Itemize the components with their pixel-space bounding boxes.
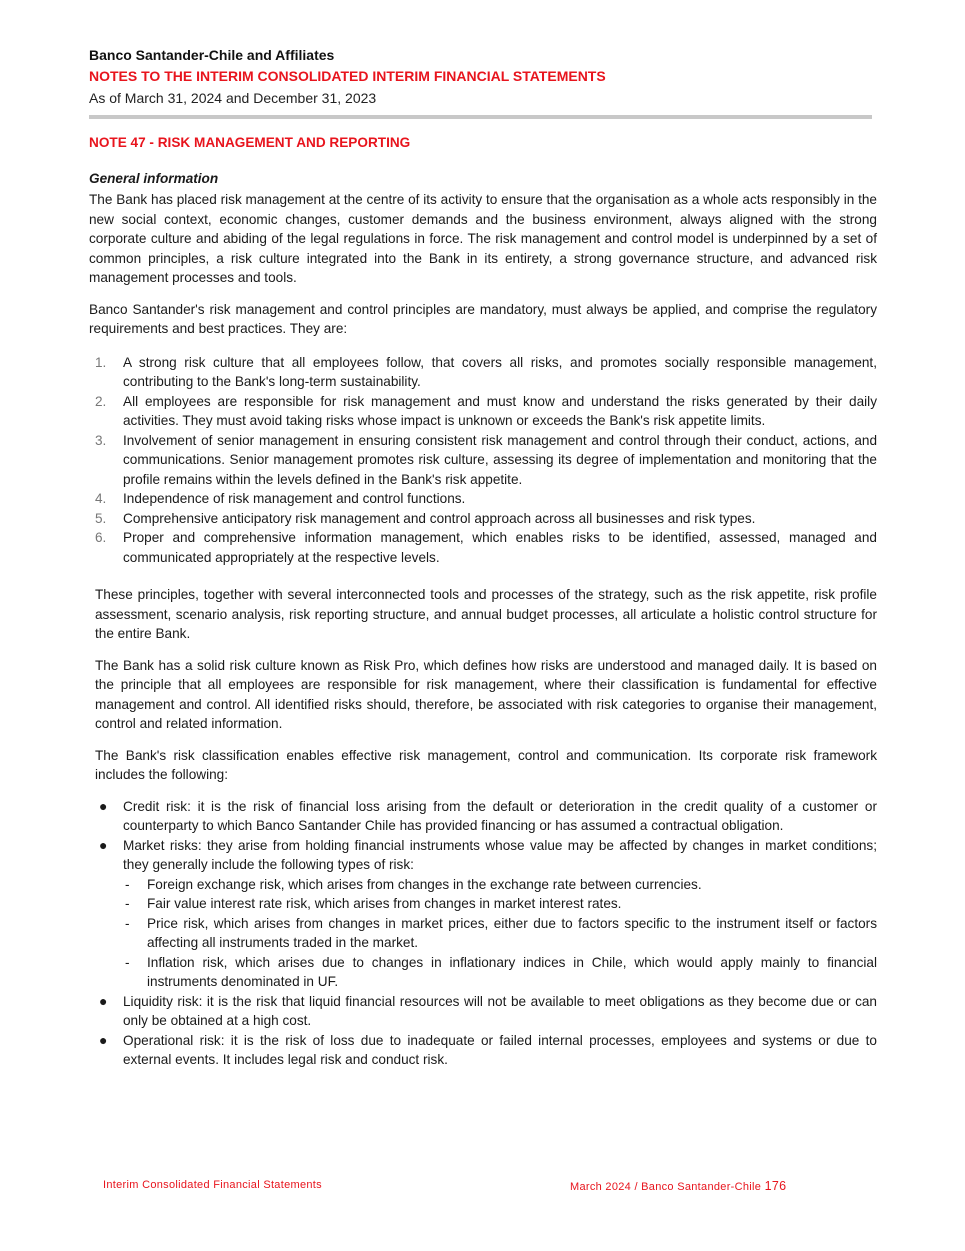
paragraph-risk-culture: The Bank has a solid risk culture known as Risk Pro, which defines how risks are understood and managed daily. It is based on the principle that all employees are responsible for risk management, where their classification is fundamental for effective management and control. All identified risks should, therefore, be associated with risk categories to organise their management, control and related information. bbox=[95, 657, 877, 731]
principles-list bbox=[89, 353, 877, 568]
paragraph-risk-classification: The Bank's risk classification enables effective risk management, control and communication. Its corporate risk framework includes the following: bbox=[95, 747, 877, 782]
dash-icon: - bbox=[125, 954, 130, 970]
paragraph-intro: The Bank has placed risk management at the centre of its activity to ensure that the organisation as a whole acts responsibly in the new social context, economic changes, customer demands and the business environment, always aligned with the strong corporate culture and abiding of the legal regulations in force. The risk management and control model is underpinned by a set of common principles, a risk culture integrated into the Bank in its entirety, a strong governance structure, and advanced risk management processes and tools. bbox=[89, 192, 877, 285]
list-item bbox=[89, 509, 877, 529]
list-number: 2. bbox=[95, 393, 107, 409]
list-item-text: Involvement of senior management in ensuring consistent risk management and control through their conduct, actions, and communications. Senior management promotes risk culture, assessing its degree of implementation and monitoring that the profile remains within the levels defined in the Bank's risk appetite. bbox=[123, 432, 877, 487]
bullet-icon: ● bbox=[99, 797, 108, 814]
list-item-credit-risk: ● Credit risk: it is the risk of financial loss arising from the default or deterioration in the credit quality of a customer or counterparty to which Banco Santander Chile has provided financing or has assumed a contractual obligation. bbox=[99, 797, 877, 833]
list-item-text: All employees are responsible for risk management and must know and understand the risks generated by their daily activities. They must avoid taking risks whose impact is unknown or exceeds the Bank's risk appetite limits. bbox=[123, 393, 877, 428]
list-item-text: A strong risk culture that all employees follow, that covers all risks, and promotes socially responsible management, contributing to the Bank's long-term sustainability. bbox=[123, 354, 877, 389]
risk-types-list bbox=[89, 797, 877, 1070]
list-item-text: Independence of risk management and control functions. bbox=[123, 491, 466, 506]
list-number: 6. bbox=[95, 530, 107, 545]
list-item-market-risk: ● Market risks: they arise from holding financial instruments whose value may be affected by changes in market conditions; they generally include the following types of risk: - Foreign exchange risk, which arises from changes in the exchange rate between currencies. - Fair value interest rate risk, which arises from changes in market interest rates. - Price risk, which arises from changes in market prices, either due to factors specific to the instrument itself or factors affecting all instruments traded in the market. - Inflation risk, which arises due to changes in inflationary indices in Chile, which would apply mainly to financial instruments denominated in UF. bbox=[89, 836, 877, 992]
list-item-text: Proper and comprehensive information management, which enables risks to be identified, assessed, managed and communicated appropriately at the respective levels. bbox=[123, 530, 877, 565]
dash-icon: - bbox=[125, 896, 130, 911]
list-number: 1. bbox=[95, 354, 107, 370]
header-divider bbox=[89, 115, 872, 119]
list-item bbox=[89, 392, 877, 431]
page-number: 176 bbox=[764, 1179, 787, 1193]
reporting-period: As of March 31, 2024 and December 31, 2023 bbox=[89, 90, 377, 106]
list-item: - Price risk, which arises from changes in market prices, either due to factors specific to the instrument itself or factors affecting all instruments traded in the market. bbox=[125, 915, 877, 950]
dash-icon: - bbox=[125, 915, 130, 931]
list-item bbox=[89, 353, 877, 392]
bullet-icon: ● bbox=[99, 1031, 108, 1048]
bullet-icon: ● bbox=[99, 992, 108, 1009]
paragraph-principles-intro: Banco Santander's risk management and control principles are mandatory, must always be applied, and comprise the regulatory requirements and best practices. They are: bbox=[89, 301, 877, 336]
list-item bbox=[89, 489, 877, 509]
list-item-operational-risk: ● Operational risk: it is the risk of loss due to inadequate or failed internal processes, employees and systems or due to external events. It includes legal risk and conduct risk. bbox=[99, 1031, 877, 1067]
dash-icon: - bbox=[125, 876, 130, 892]
list-number: 4. bbox=[95, 491, 107, 506]
list-item: - Inflation risk, which arises due to changes in inflationary indices in Chile, which would apply mainly to financial instruments denominated in UF. bbox=[125, 954, 877, 989]
note-title: NOTE 47 - RISK MANAGEMENT AND REPORTING bbox=[89, 135, 411, 150]
market-risk-sublist bbox=[123, 875, 877, 992]
list-item bbox=[89, 431, 877, 490]
list-item bbox=[89, 528, 877, 567]
list-item: - Fair value interest rate risk, which arises from changes in market interest rates. bbox=[123, 894, 877, 914]
section-subheading: General information bbox=[89, 170, 219, 186]
footer-left: Interim Consolidated Financial Statements bbox=[103, 1179, 322, 1191]
paragraph-holistic-control: These principles, together with several interconnected tools and processes of the strategy, such as the risk appetite, risk profile assessment, scenario analysis, risk reporting structure, and annual budget processes, all articulate a holistic control structure for the entire Bank. bbox=[95, 587, 877, 641]
note-content bbox=[89, 133, 877, 1070]
footer-right-text: March 2024 / Banco Santander-Chile bbox=[570, 1181, 762, 1193]
list-number: 5. bbox=[95, 510, 107, 526]
page-header bbox=[89, 45, 872, 119]
footer-right bbox=[570, 1179, 786, 1193]
list-number: 3. bbox=[95, 432, 107, 448]
company-name: Banco Santander-Chile and Affiliates bbox=[89, 47, 335, 63]
list-item-liquidity-risk: ● Liquidity risk: it is the risk that liquid financial resources will not be available to meet obligations as they become due or can only be obtained at a high cost. bbox=[99, 992, 877, 1028]
list-item: - Foreign exchange risk, which arises from changes in the exchange rate between currencies. bbox=[123, 875, 877, 895]
bullet-icon: ● bbox=[99, 836, 108, 853]
list-item-text: Comprehensive anticipatory risk management and control approach across all businesses and risk types. bbox=[123, 510, 756, 526]
notes-title: NOTES TO THE INTERIM CONSOLIDATED INTERIM FINANCIAL STATEMENTS bbox=[89, 68, 606, 84]
